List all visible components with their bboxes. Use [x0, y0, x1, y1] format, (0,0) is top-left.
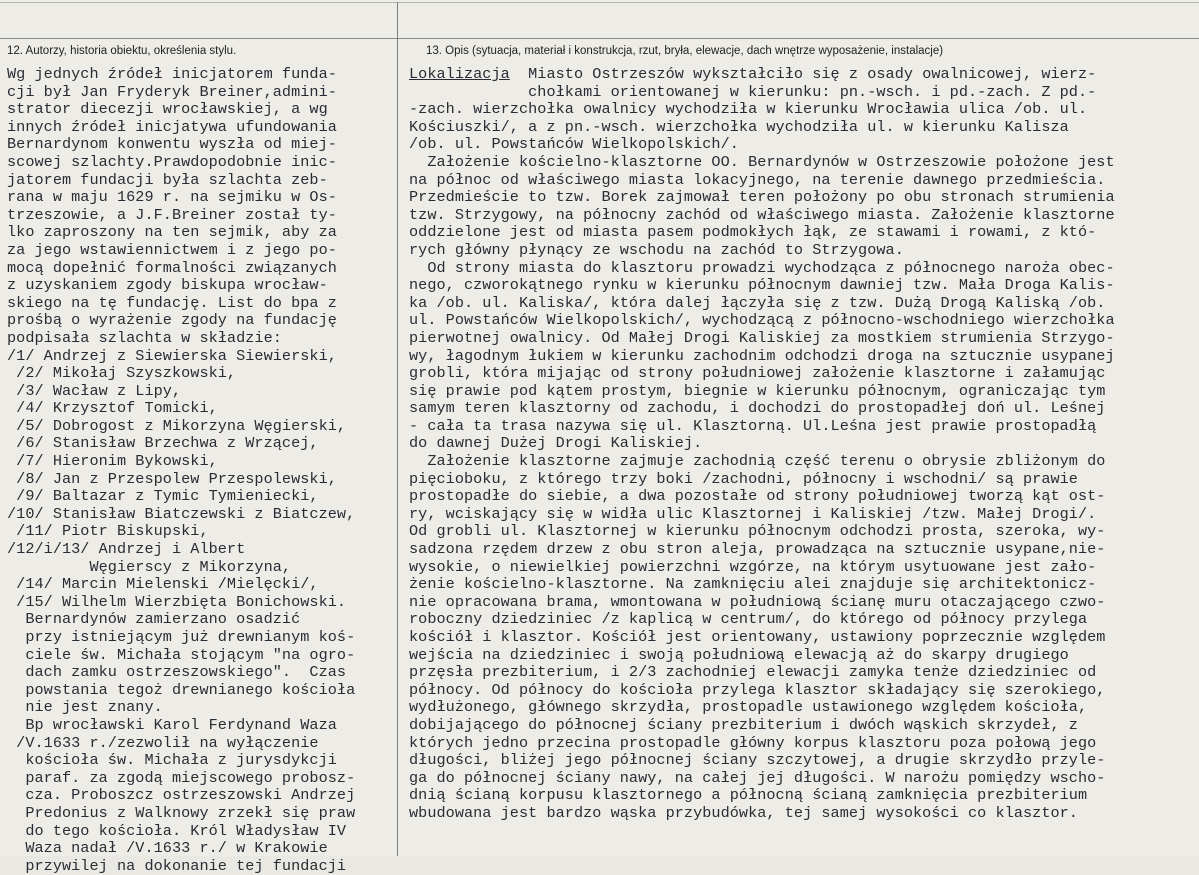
history-text-line: nie jest znany. — [7, 698, 163, 717]
description-text-line: ry, wciskający się w widła ulic Klasztornej i Kaliskiej /tzw. Małej Drogi/. — [409, 504, 1097, 523]
text-segment: Miasto Ostrzeszów wykształciło się z osady owalnicowej, wierz- — [509, 65, 1097, 83]
history-text-column — [7, 66, 355, 875]
description-text-line: Założenie klasztorne zajmuje zachodnią część terenu o obrysie zbliżonym do — [409, 452, 1106, 471]
description-text-line: tzw. Strzygowy, na północny zachód od właściwego miasta. Założenie klasztorne — [409, 205, 1115, 224]
description-text-line: Od grobli ul. Klasztornej w kierunku północnym odchodzi prosta, szeroka, wy- — [409, 522, 1106, 541]
history-text-line: /11/ Piotr Biskupski, — [7, 522, 209, 541]
description-text-line: grobli, która mijając od strony południowej założenie klasztorne i załamując — [409, 364, 1106, 383]
description-text-line: roboczny dziedziniec /z kaplicą w centrum/, do którego od północy przylega — [409, 610, 1088, 629]
history-text-line: /5/ Dobrogost z Mikorzyna Węgierski, — [7, 416, 347, 435]
description-text-line: do dawnej Dużej Drogi Kaliskiej. — [409, 434, 703, 453]
history-text-line: rana w maju 1629 r. na sejmiku w Os- — [7, 188, 337, 207]
description-text-line: wejścia na dziedziniec i swoją południową elewacją aż do skarpy drugiego — [409, 645, 1069, 664]
history-text-line: Bp wrocławski Karol Ferdynand Waza — [7, 715, 337, 734]
history-text-line: mocą dopełnić formalności związanych — [7, 258, 337, 277]
description-text-line: wy, łagodnym łukiem w kierunku zachodnim odchodzi droga na sztucznie usypanej — [409, 346, 1115, 365]
history-text-line: /9/ Baltazar z Tymic Tymieniecki, — [7, 487, 319, 506]
history-text-line: /12/i/13/ Andrzej i Albert — [7, 540, 246, 559]
header-rule — [0, 38, 1199, 39]
description-text-line: - cała ta trasa nazywa się ul. Klasztorną. Ul.Leśna jest prawie prostopadłą — [409, 416, 1097, 435]
column-divider — [397, 2, 398, 856]
description-text-line: długości, bliżej jego północnej ściany szczytowej, a drugie skrzydło przyle- — [409, 751, 1106, 770]
history-text-line: ciele św. Michała stojącym "na ogro- — [7, 645, 356, 664]
lokalizacja-label: Lokalizacja — [409, 65, 510, 83]
history-text-line: scowej szlachty.Prawdopodobnie inic- — [7, 152, 337, 171]
history-text-line: Wg jednych źródeł inicjatorem funda- — [7, 65, 337, 83]
history-text-line: /4/ Krzysztof Tomicki, — [7, 399, 218, 418]
description-text-line: ga do północnej ściany nawy, na całej jej długości. W narożu pomiędzy wscho- — [409, 768, 1106, 787]
description-text-line: rych główny płynący ze wschodu na zachód to Strzygowa. — [409, 240, 904, 259]
history-text-line: cza. Proboszcz ostrzeszowski Andrzej — [7, 786, 356, 805]
description-text-line: pierwotnej owalnicy. Od Małej Drogi Kaliskiej za mostkiem strumienia Strzygo- — [409, 328, 1115, 347]
history-text-line: Bernardynom konwentu wyszła od miej- — [7, 135, 337, 154]
description-text-line: Od strony miasta do klasztoru prowadzi wychodząca z północnego naroża obec- — [409, 258, 1115, 277]
description-text-line: chołkami orientowanej w kierunku: pn.-wsch. i pd.-zach. Z pd.- — [409, 82, 1097, 101]
description-text-line: nie opracowana brama, wmontowana w południową ścianę muru otaczającego czwo- — [409, 592, 1106, 611]
description-text-line: Założenie kościelno-klasztorne OO. Bernardynów w Ostrzeszowie położone jest — [409, 152, 1115, 171]
description-text-line: wysokie, o niewielkiej powierzchni wzgórze, na którym usytuowane jest zało- — [409, 557, 1097, 576]
history-text-line: /3/ Wacław z Lipy, — [7, 381, 182, 400]
history-text-line: /14/ Marcin Mielenski /Mielęcki/, — [7, 575, 319, 594]
history-text-line: Węgierscy z Mikorzyna, — [7, 557, 292, 576]
description-text-line: wbudowana jest bardzo wąska przybudówka, tej samej wysokości co klasztor. — [409, 803, 1078, 822]
section-12-header: 12. Autorzy, historia obiektu, określenia stylu. — [7, 45, 237, 57]
history-text-line: powstania tegoż drewnianego kościoła — [7, 680, 356, 699]
history-text-line: cji był Jan Fryderyk Breiner,admini- — [7, 82, 337, 101]
history-text-line: przywilej na dokonanie tej fundacji — [7, 856, 347, 875]
description-text-line: ul. Powstańców Wielkopolskich/, wychodzącą z północno-wschodniego wierzchołka — [409, 311, 1115, 330]
history-text-line: /10/ Stanisław Biatczewski z Biatczew, — [7, 504, 356, 523]
description-text-line: Przedmieście to tzw. Borek zajmował teren położony po obu stronach strumienia — [409, 188, 1115, 207]
history-text-line: Predonius z Walknowy zrzekł się praw — [7, 803, 356, 822]
history-text-line: Bernardynów zamierzano osadzić — [7, 610, 301, 629]
history-text-line: do tego kościoła. Król Władysław IV — [7, 821, 347, 840]
description-text-line: dobijającego do północnej ściany prezbiterium i dwóch wąskich skrzydeł, z — [409, 715, 1078, 734]
description-text-line: przęsła prezbiterium, i 2/3 zachodniej elewacji zamyka tenże dziedziniec od — [409, 663, 1097, 682]
history-text-line: /V.1633 r./zezwolił na wyłączenie — [7, 733, 319, 752]
description-text-line: Kościuszki/, a z pn.-wsch. wierzchołka wychodziła ul. w kierunku Kalisza — [409, 117, 1069, 136]
history-text-line: /6/ Stanisław Brzechwa z Wrzącej, — [7, 434, 319, 453]
history-text-line: Waza nadał /V.1633 r./ w Krakowie — [7, 839, 328, 858]
history-text-line: lko zaproszony na ten sejmik, aby za — [7, 223, 337, 242]
history-text-line: /15/ Wilhelm Wierzbięta Bonichowski. — [7, 592, 347, 611]
history-text-line: /2/ Mikołaj Szyszkowski, — [7, 364, 237, 383]
history-text-line: strator diecezji wrocławskiej, a wg — [7, 100, 328, 119]
history-text-line: /1/ Andrzej z Siewierska Siewierski, — [7, 346, 337, 365]
history-text-line: /7/ Hieronim Bykowski, — [7, 452, 218, 471]
history-text-line: /8/ Jan z Przespolew Przespolewski, — [7, 469, 337, 488]
history-text-line: podpisała szlachta w składzie: — [7, 328, 282, 347]
history-text-line: przy istniejącym już drewnianym koś- — [7, 628, 356, 646]
history-text-line: dach zamku ostrzeszowskiego". Czas — [7, 663, 347, 682]
description-text-line: dnią ścianą korpusu klasztornego a północną ścianą zamknięcia prezbiterium — [409, 786, 1088, 805]
description-text-line: północy. Od północy do kościoła przylega klasztor składający się szerokiego, — [409, 680, 1106, 699]
history-text-line: skiego na tę fundację. List do bpa z — [7, 293, 337, 312]
description-text-line: sadzona rzędem drzew z obu stron aleja, prowadząca na sztucznie usypane,nie- — [409, 540, 1106, 559]
description-text-line: oddzielone jest od miasta pasem podmokłych łąk, ze stawami i rowami, z któ- — [409, 223, 1097, 242]
description-text-line: na północ od właściwego miasta lokacyjnego, na terenie dawnego przedmieścia. — [409, 170, 1106, 189]
description-text-line: ka /ob. ul. Kaliska/, która dalej łączyła się z tzw. Dużą Drogą Kaliską /ob. — [409, 293, 1106, 312]
description-text-column — [409, 66, 1115, 823]
history-text-line: jatorem fundacji była szlachta zeb- — [7, 170, 328, 189]
description-text-line: się prawie pod kątem prostym, biegnie w kierunku północnym, ograniczając tym — [409, 381, 1106, 400]
description-text-line — [409, 66, 1115, 84]
history-text-line: za jego wstawiennictwem i z jego po- — [7, 240, 337, 259]
history-text-line: trzeszowie, a J.F.Breiner został ty- — [7, 205, 337, 224]
history-text-line: kościoła św. Michała z jurysdykcji — [7, 751, 337, 770]
description-text-line: -zach. wierzchołka owalnicy wychodziła w kierunku Wrocławia ulica /ob. ul. — [409, 100, 1088, 119]
description-text-line: nego, czworokątnego rynku w kierunku północnym dawniej tzw. Mała Droga Kalis- — [409, 276, 1115, 295]
description-text-line: prostopadłe do siebie, a dwa pozostałe od strony południowej tworzą kąt ost- — [409, 487, 1106, 506]
top-rule — [0, 2, 1199, 3]
history-text-line: z uzyskaniem zgody biskupa wrocław- — [7, 276, 328, 295]
section-13-header: 13. Opis (sytuacja, materiał i konstrukcja, rzut, bryła, elewacje, dach wnętrze wyposażenie, instalacje) — [426, 45, 944, 57]
description-text-line: wydłużonego, głównego skrzydła, prostopadle ustawionego względem kościoła, — [409, 698, 1088, 717]
description-text-line: samym teren klasztorny od zachodu, i dochodzi do prostopadłej doń ul. Leśnej — [409, 399, 1106, 418]
history-text-line: prośbą o wyrażenie zgody na fundację — [7, 311, 337, 330]
description-text-line: kościół i klasztor. Kościół jest orientowany, ustawiony poprzecznie względem — [409, 628, 1106, 646]
description-text-line: pięcioboku, z którego trzy boki /zachodni, północny i wschodni/ są prawie — [409, 469, 1078, 488]
history-text-line: paraf. za zgodą miejscowego probosz- — [7, 768, 356, 787]
description-text-line: żenie kościelno-klasztorne. Na zamknięciu alei znajduje się architektonicz- — [409, 575, 1097, 594]
history-text-line: innych źródeł inicjatywa ufundowania — [7, 117, 337, 136]
description-text-line: /ob. ul. Powstańców Wielkopolskich/. — [409, 135, 739, 154]
description-text-line: których jedno przecina prostopadle główny korpus klasztoru poza połową jego — [409, 733, 1097, 752]
